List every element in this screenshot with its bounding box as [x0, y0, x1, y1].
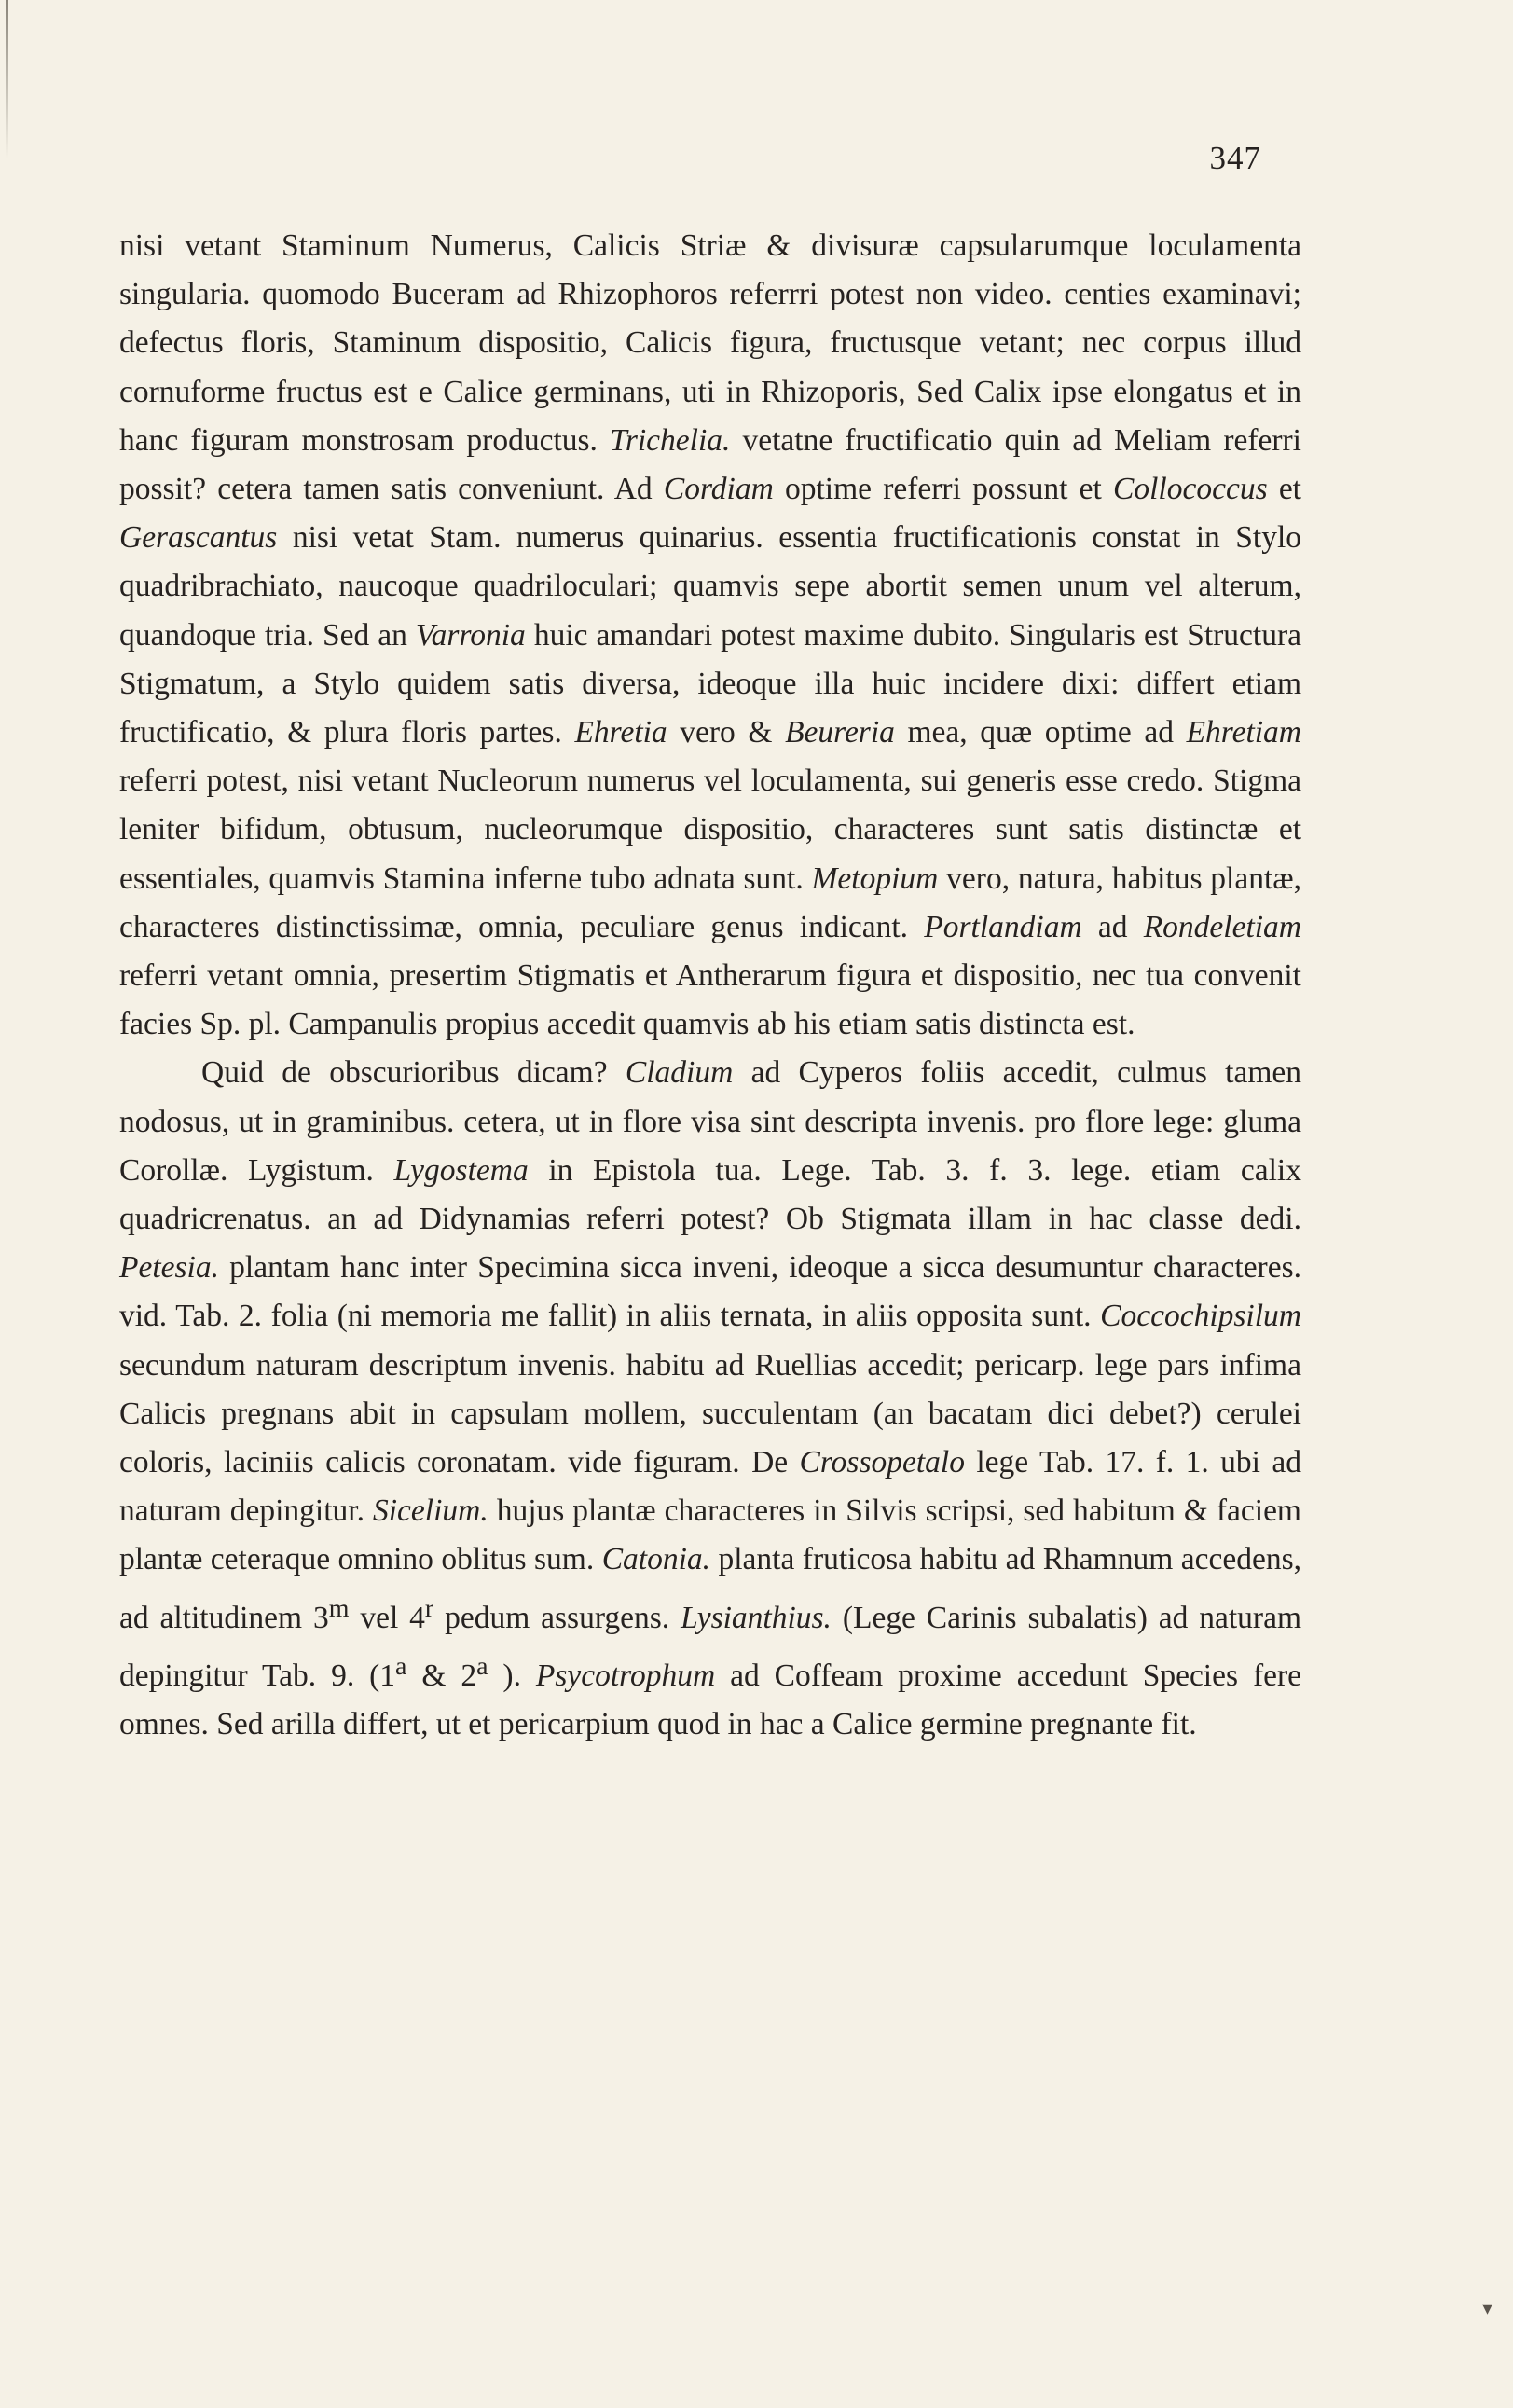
- taxon-name: Varronia: [415, 617, 526, 653]
- taxon-name: Cladium: [625, 1055, 734, 1091]
- taxon-name: Petesia.: [119, 1250, 219, 1286]
- taxon-name: Gerascantus: [119, 520, 278, 556]
- superscript: a: [395, 1652, 407, 1682]
- taxon-name: Portlandiam: [924, 909, 1082, 944]
- taxon-name: Ehretia: [574, 715, 667, 750]
- taxon-name: Lygostema: [393, 1152, 529, 1188]
- taxon-name: Ehretiam: [1186, 715, 1301, 750]
- taxon-name: Cordiam: [663, 472, 774, 507]
- taxon-name: Metopium: [811, 860, 939, 896]
- taxon-name: Catonia.: [601, 1542, 711, 1577]
- taxon-name: Psycotrophum: [535, 1658, 716, 1694]
- taxon-name: Trichelia.: [610, 422, 731, 458]
- superscript: m: [328, 1593, 350, 1623]
- taxon-name: Crossopetalo: [799, 1445, 965, 1480]
- taxon-name: Collococcus: [1113, 472, 1268, 507]
- paragraph-2: Quid de obscurioribus dicam? Cladium ad Cyperos foliis accedit, culmus tamen nodosus, ut in graminibus. cetera, ut in flore visa sint descripta invenis. pro flore lege: gluma Corollæ. Lygistum. Lygostema in Epistola tua. Lege. Tab. 3. f. 3. lege. etiam calix quadricrenatus. an ad Didynamias referri potest? Ob Stigmata illam in hac classe dedi. Petesia. plantam hanc inter Specimina sicca inveni, ideoque a sicca desumuntur characteres. vid. Tab. 2. folia (ni memoria me fallit) in aliis ternata, in aliis opposita sunt. Coccochipsilum secundum naturam descriptum invenis. habitu ad Ruellias accedit; pericarp. lege pars infima Calicis pregnans abit in capsulam mollem, succulentam (an bacatam dici debet?) cerulei coloris, laciniis calicis coronatam. vide figuram. De Crossopetalo lege Tab. 17. f. 1. ubi ad naturam depingitur. Sicelium. hujus plantæ characteres in Silvis scripsi, sed habitum & faciem plantæ ceteraque omnino oblitus sum. Catonia. planta fruticosa habitu ad Rhamnum accedens, ad altitudinem 3$^m$ vel 4$^r$ pedum assurgens. Lysianthius. (Lege Carinis subalatis) ad naturam depingitur Tab. 9. (1$^a$ & 2$^a$ ). Psycotrophum ad Coffeam proxime accedunt Species fere omnes. Sed arilla differt, ut et pericarpium quod in hac a Calice germine pregnante fit.: [119, 1055, 1302, 1742]
- superscript: a: [476, 1652, 488, 1682]
- page-edge-shadow: [6, 0, 8, 158]
- body-text: [119, 222, 1301, 1750]
- taxon-name: Beureria: [785, 715, 895, 750]
- superscript: r: [424, 1593, 434, 1623]
- page-number: 347: [1209, 140, 1261, 176]
- taxon-name: Sicelium.: [372, 1493, 488, 1529]
- paragraph-1: nisi vetant Staminum Numerus, Calicis Striæ & divisuræ capsularumque loculamenta singularia. quomodo Buceram ad Rhizophoros referrri potest non video. centies examinavi; defectus floris, Staminum dispositio, Calicis figura, fructusque vetant; nec corpus illud cornuforme fructus est e Calice germinans, uti in Rhizoporis, Sed Calix ipse elongatus et in hanc figuram monstrosam productus. Trichelia. vetatne fructificatio quin ad Meliam referri possit? cetera tamen satis conveniunt. Ad Cordiam optime referri possunt et Collococcus et Gerascantus nisi vetat Stam. numerus quinarius. essentia fructificationis constat in Stylo quadribrachiato, naucoque quadriloculari; quamvis sepe abortit semen unum vel alterum, quandoque tria. Sed an Varronia huic amandari potest maxime dubito. Singularis est Structura Stigmatum, a Stylo quidem satis diversa, ideoque illa huic incidere dixi: differt etiam fructificatio, & plura floris partes. Ehretia vero & Beureria mea, quæ optime ad Ehretiam referri potest, nisi vetant Nucleorum numerus vel loculamenta, sui generis esse credo. Stigma leniter bifidum, obtusum, nucleorumque dispositio, characteres sunt satis distinctæ et essentiales, quamvis Stamina inferne tubo adnata sunt. Metopium vero, natura, habitus plantæ, characteres distinctissimæ, omnia, peculiare genus indicant. Portlandiam ad Rondeletiam referri vetant omnia, presertim Stigmatis et Antherarum figura et dispositio, nec tua convenit facies Sp. pl. Campanulis propius accedit quamvis ab his etiam satis distincta est.: [119, 228, 1302, 1042]
- taxon-name: Rondeletiam: [1143, 909, 1302, 944]
- corner-mark: ▾: [1481, 2296, 1492, 2319]
- taxon-name: Coccochipsilum: [1100, 1299, 1301, 1334]
- taxon-name: Lysianthius.: [681, 1600, 832, 1635]
